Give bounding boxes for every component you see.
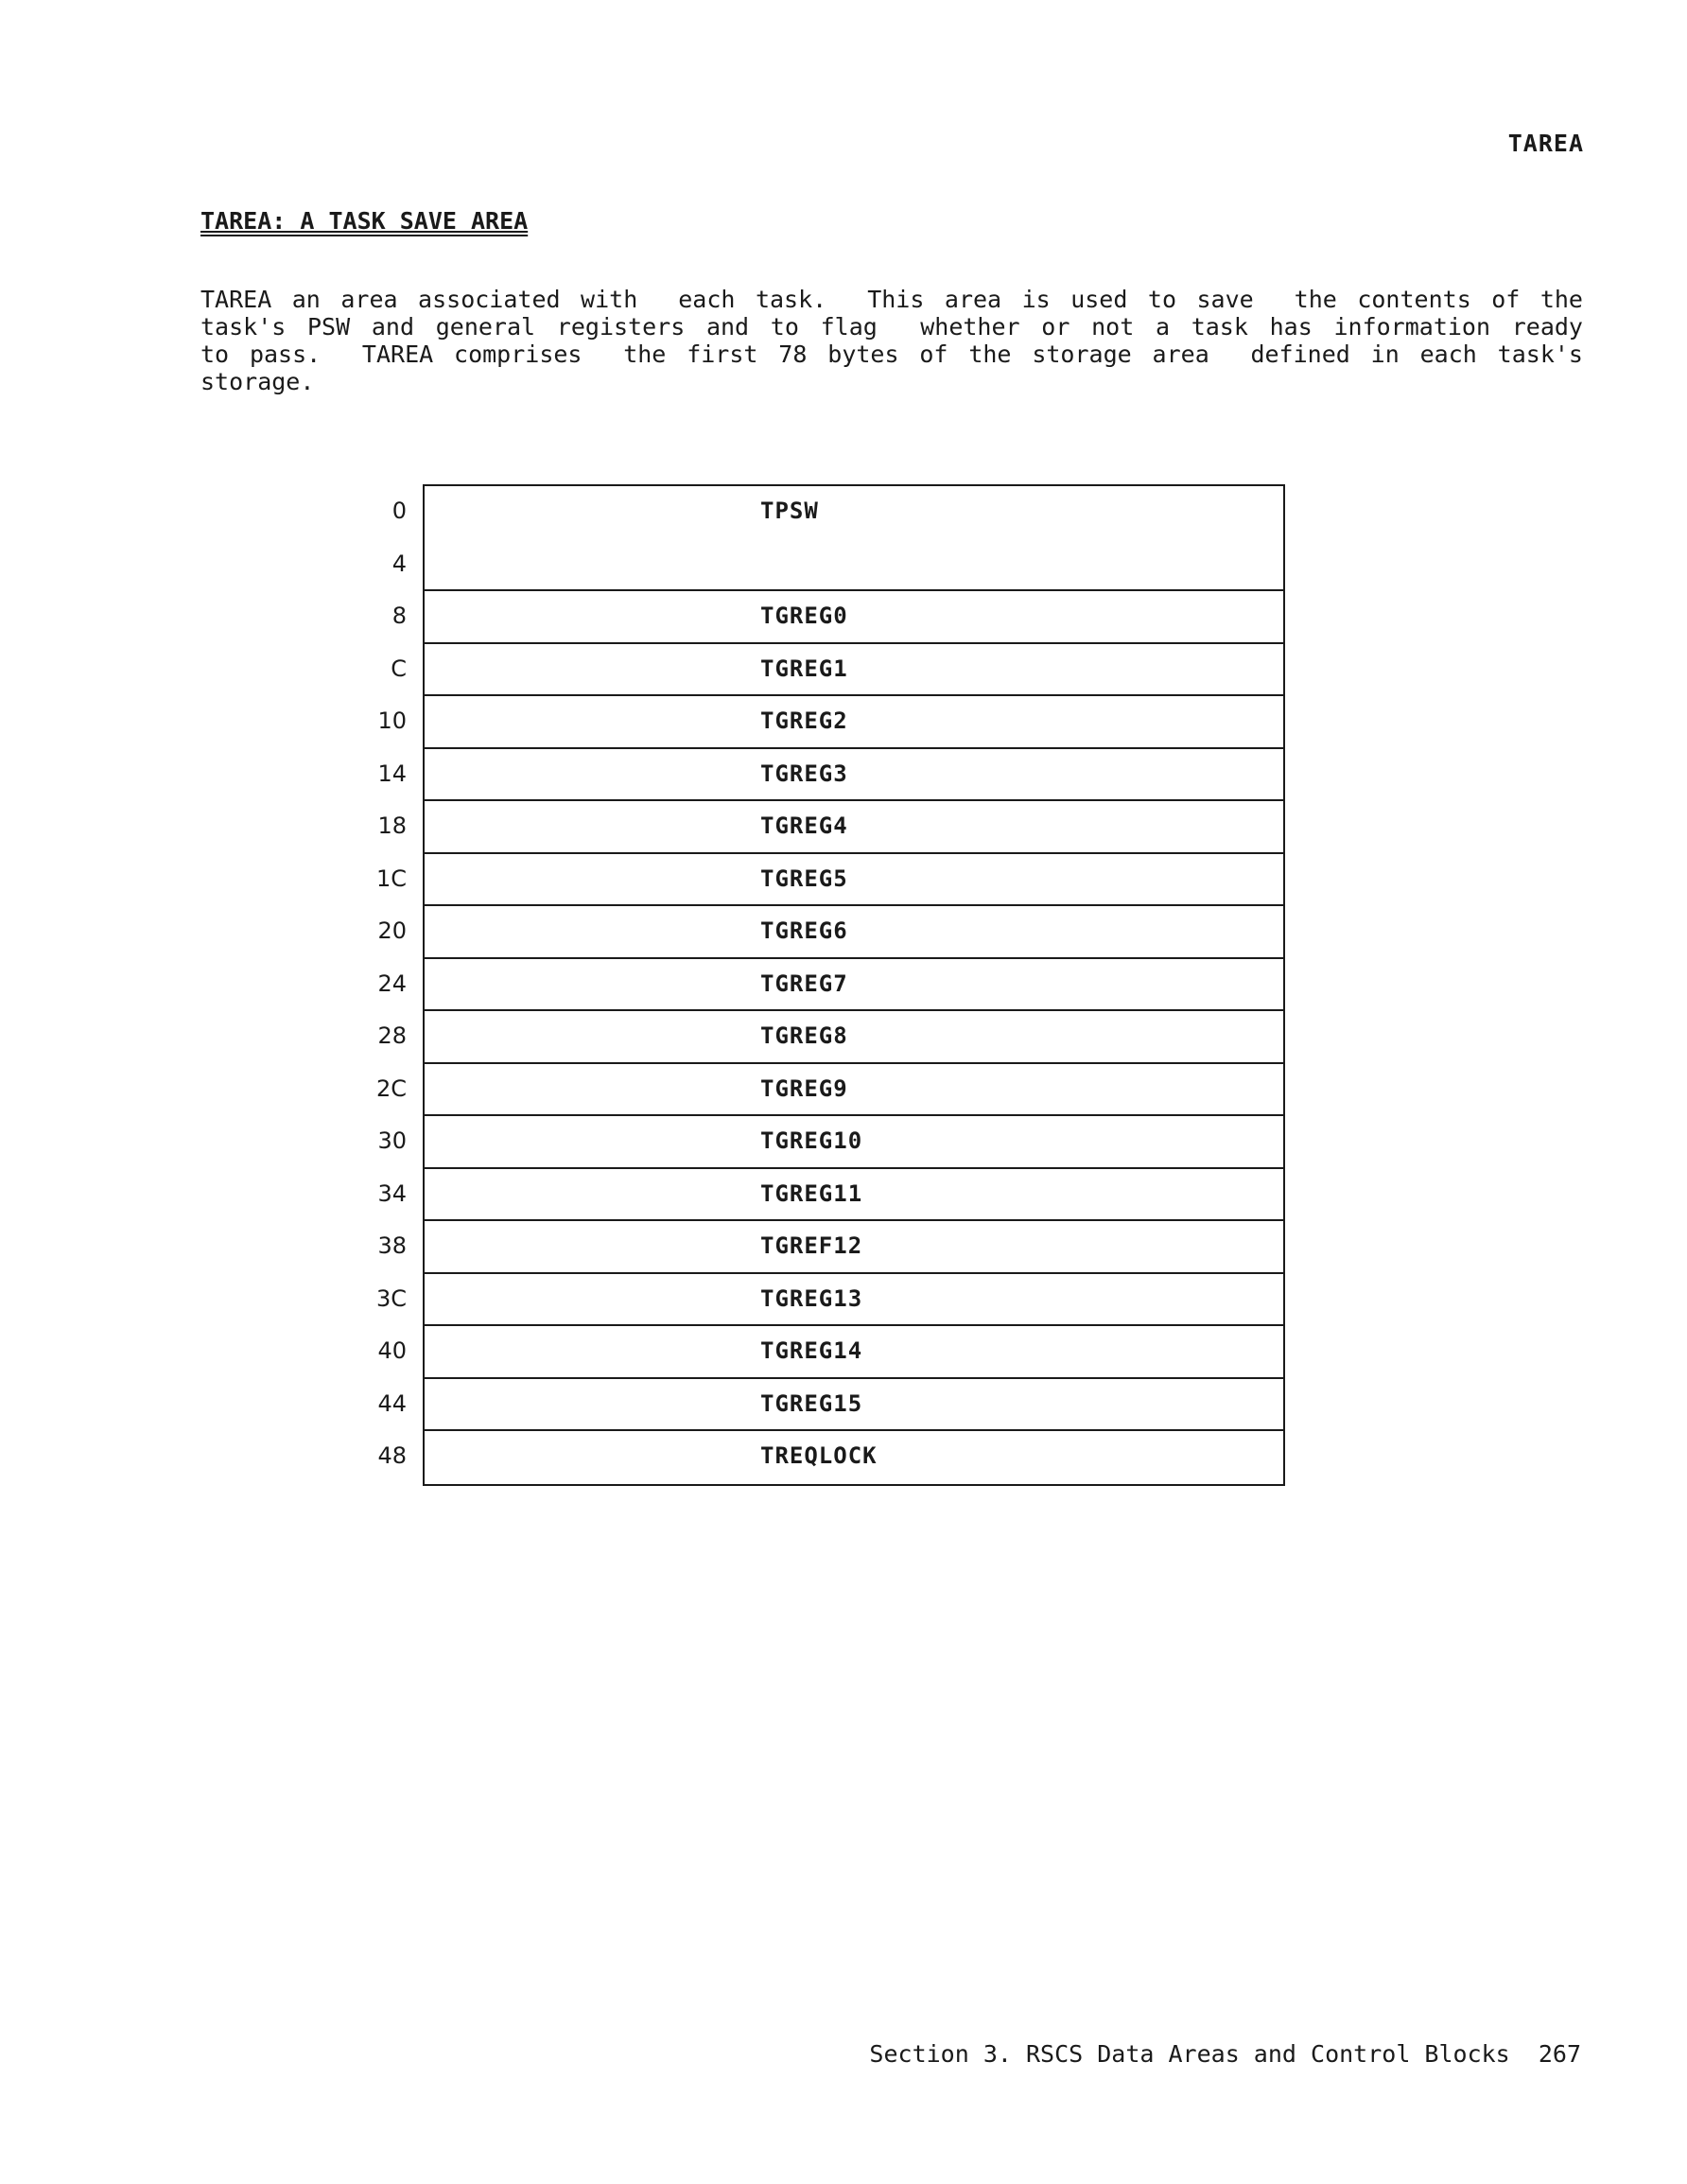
- field-row: [425, 1116, 1283, 1169]
- field-row: [425, 1326, 1283, 1379]
- offset-label: 14: [377, 760, 407, 787]
- field-label: TGREG7: [760, 970, 848, 997]
- page-footer: [869, 2040, 1581, 2068]
- offset-label: 34: [377, 1179, 407, 1207]
- offset-label: 28: [377, 1022, 407, 1049]
- field-row: [425, 1169, 1283, 1222]
- field-label: TGREG3: [760, 760, 848, 787]
- paragraph-line: to pass. TAREA comprises the first 78 bytes of the storage area defined in each task's: [200, 341, 1583, 368]
- field-row: [425, 906, 1283, 959]
- field-label: TGREG9: [760, 1075, 848, 1102]
- field-row: [425, 1431, 1283, 1484]
- offset-label: 0: [391, 498, 407, 524]
- field-label: TREQLOCK: [760, 1442, 878, 1469]
- field-label: TGREG0: [760, 603, 848, 629]
- field-row: [425, 1221, 1283, 1274]
- field-label: TGREG8: [760, 1022, 848, 1049]
- offset-label: 48: [377, 1442, 407, 1469]
- field-row: [425, 486, 1283, 591]
- offset-label: 1C: [375, 865, 407, 892]
- field-label: TGREG10: [760, 1127, 863, 1154]
- field-row: [425, 749, 1283, 802]
- field-label: TGREG13: [760, 1284, 863, 1312]
- offset-label: 4: [391, 550, 407, 577]
- offset-label: 44: [377, 1389, 407, 1417]
- field-row: [425, 644, 1283, 697]
- offset-label: 10: [377, 708, 407, 734]
- offset-label: 8: [391, 603, 407, 629]
- page-number: 267: [1538, 2040, 1581, 2068]
- offset-label: 20: [377, 917, 407, 944]
- field-row: [425, 801, 1283, 854]
- field-label: TGREG1: [760, 655, 848, 682]
- page-title: TAREA: A TASK SAVE AREA: [200, 207, 529, 235]
- description-paragraph: [200, 286, 1583, 395]
- field-label: TGREG5: [760, 865, 848, 892]
- field-label: TGREG14: [760, 1337, 863, 1364]
- offset-label: 18: [377, 812, 407, 839]
- field-row: [425, 591, 1283, 644]
- field-row: [425, 1274, 1283, 1327]
- field-label: TPSW: [760, 498, 819, 524]
- offset-label: 2C: [375, 1075, 407, 1102]
- footer-section: Section 3. RSCS Data Areas and Control Blocks: [869, 2040, 1510, 2068]
- field-row: [425, 854, 1283, 907]
- paragraph-line: task's PSW and general registers and to flag whether or not a task has information ready: [200, 313, 1583, 341]
- offset-label: 30: [377, 1127, 407, 1154]
- offset-label: 38: [377, 1232, 407, 1259]
- offset-label: 40: [377, 1337, 407, 1364]
- page-header-tag: TAREA: [1507, 130, 1584, 157]
- field-row: [425, 696, 1283, 749]
- field-box: [423, 484, 1285, 1486]
- field-label: TGREG2: [760, 708, 848, 734]
- field-row: [425, 1064, 1283, 1117]
- field-label: TGREF12: [760, 1232, 863, 1259]
- paragraph-line: storage.: [200, 368, 315, 395]
- paragraph-line: TAREA an area associated with each task. This area is used to save the contents of the: [200, 286, 1583, 313]
- field-label: TGREG6: [760, 917, 848, 944]
- field-row: [425, 1379, 1283, 1432]
- field-label: TGREG11: [760, 1179, 863, 1207]
- field-label: TGREG4: [760, 812, 848, 839]
- offset-label: C: [391, 655, 407, 682]
- field-row: [425, 959, 1283, 1012]
- field-label: TGREG15: [760, 1389, 863, 1417]
- offset-label: 24: [377, 970, 407, 997]
- field-row: [425, 1011, 1283, 1064]
- offset-label: 3C: [375, 1284, 407, 1312]
